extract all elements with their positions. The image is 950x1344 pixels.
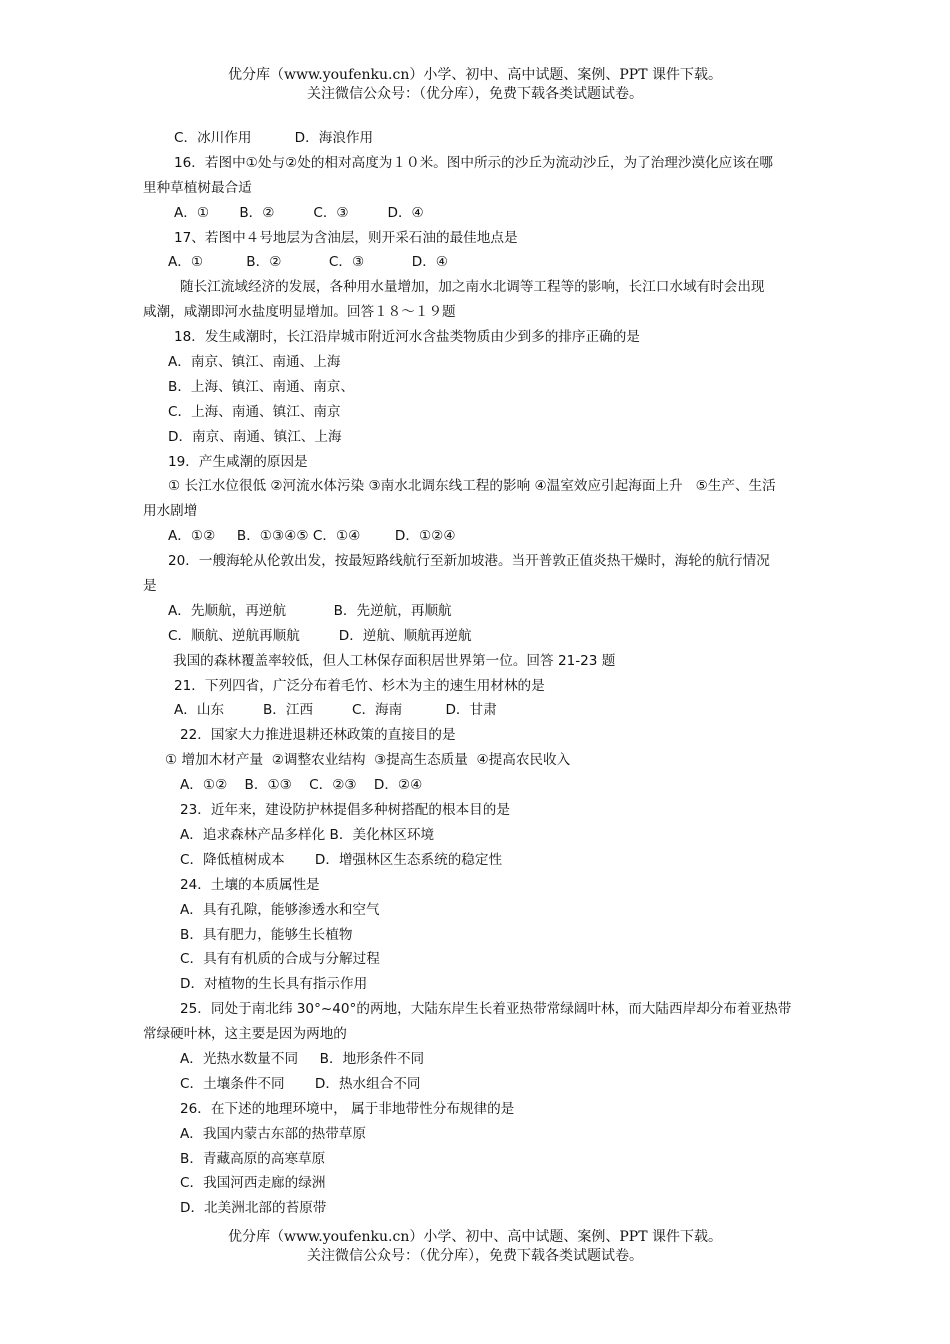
q22-options: A．①② B．①③ C．②③ D．②④ bbox=[180, 777, 423, 794]
q25-stem-cont: 常绿硬叶林，这主要是因为两地的 bbox=[143, 1026, 347, 1043]
q21-options: A．山东 B．江西 C．海南 D．甘肃 bbox=[174, 702, 497, 719]
q19-choices: ① 长江水位很低 ②河流水体污染 ③南水北调东线工程的影响 ④温室效应引起海面上升 ⑤生产、生活 bbox=[168, 478, 776, 495]
q24-stem: 24．土壤的本质属性是 bbox=[180, 876, 320, 893]
q24-option-d: D．对植物的生长具有指示作用 bbox=[180, 976, 368, 993]
q16-stem-cont: 里种草植树最合适 bbox=[143, 179, 252, 196]
q19-choices-cont: 用水剧增 bbox=[143, 503, 198, 520]
q26-option-c: C．我国河西走廊的绿洲 bbox=[180, 1175, 326, 1192]
q17-options: A．① B．② C．③ D．④ bbox=[168, 254, 448, 271]
q20-stem: 20．一艘海轮从伦敦出发，按最短路线航行至新加坡港。当开普敦正值炎热干燥时，海轮的航行情况 bbox=[168, 553, 770, 570]
q16-stem: 16．若图中①处与②处的相对高度为１０米。图中所示的沙丘为流动沙丘，为了治理沙漠化应该在哪 bbox=[174, 154, 774, 171]
footer-line-1: 优分库（www.youfenku.cn）小学、初中、高中试题、案例、PPT 课件下载。 bbox=[227, 1229, 722, 1245]
q20-stem-cont: 是 bbox=[143, 578, 157, 595]
q26-option-b: B．青藏高原的高寒草原 bbox=[180, 1150, 326, 1167]
q16-options: A．① B．② C．③ D．④ bbox=[174, 204, 424, 221]
q15-options-cd: C．冰川作用 D．海浪作用 bbox=[174, 130, 374, 146]
q25-options-ab: A．光热水数量不同 B．地形条件不同 bbox=[180, 1050, 425, 1067]
q24-option-c: C．具有有机质的合成与分解过程 bbox=[180, 951, 380, 968]
q23-options-cd: C．降低植树成本 D．增强林区生态系统的稳定性 bbox=[180, 851, 503, 868]
q26-stem: 26．在下述的地理环境中， 属于非地带性分布规律的是 bbox=[180, 1100, 515, 1117]
passage-18-19-cont: 咸潮，咸潮即河水盐度明显增加。回答１８～１９题 bbox=[143, 304, 456, 321]
q18-option-c: C．上海、南通、镇江、南京 bbox=[168, 403, 341, 420]
q25-options-cd: C．土壤条件不同 D．热水组合不同 bbox=[180, 1075, 421, 1092]
q23-stem: 23．近年来，建设防护林提倡多种树搭配的根本目的是 bbox=[180, 802, 510, 819]
q20-options-ab: A．先顺航，再逆航 B．先逆航，再顺航 bbox=[168, 602, 452, 619]
q26-option-a: A．我国内蒙古东部的热带草原 bbox=[180, 1125, 367, 1142]
q19-options: A．①② B．①③④⑤ C．①④ D．①②④ bbox=[168, 528, 456, 545]
q25-stem: 25．同处于南北纬 30°~40°的两地，大陆东岸生长着亚热带常绿阔叶林，而大陆西岸却分布着亚热带 bbox=[180, 1001, 792, 1018]
q17-stem: 17、若图中４号地层为含油层，则开采石油的最佳地点是 bbox=[174, 229, 518, 246]
passage-21-23: 我国的森林覆盖率较低，但人工林保存面积居世界第一位。回答 21-23 题 bbox=[173, 652, 616, 669]
header-line-1: 优分库（www.youfenku.cn）小学、初中、高中试题、案例、PPT 课件下载。 bbox=[227, 67, 722, 83]
q24-option-a: A．具有孔隙，能够渗透水和空气 bbox=[180, 901, 380, 918]
q22-choices: ① 增加木材产量 ②调整农业结构 ③提高生态质量 ④提高农民收入 bbox=[165, 752, 571, 769]
q23-options-ab: A．追求森林产品多样化 B．美化林区环境 bbox=[180, 826, 435, 843]
page-header bbox=[0, 66, 950, 104]
page-footer bbox=[0, 1228, 950, 1266]
q18-option-d: D．南京、南通、镇江、上海 bbox=[168, 428, 342, 445]
q19-stem: 19．产生咸潮的原因是 bbox=[168, 453, 308, 470]
q22-stem: 22．国家大力推进退耕还林政策的直接目的是 bbox=[180, 727, 456, 744]
q18-option-b: B．上海、镇江、南通、南京、 bbox=[168, 378, 355, 395]
q24-option-b: B．具有肥力，能够生长植物 bbox=[180, 926, 353, 943]
exam-content bbox=[143, 126, 811, 1221]
q26-option-d: D．北美洲北部的苔原带 bbox=[180, 1200, 327, 1217]
passage-18-19: 随长江流域经济的发展，各种用水量增加，加之南水北调等工程等的影响，长江口水域有时会出现 bbox=[180, 279, 765, 296]
q20-options-cd: C．顺航、逆航再顺航 D．逆航、顺航再逆航 bbox=[168, 627, 472, 644]
q18-option-a: A．南京、镇江、南通、上海 bbox=[168, 354, 341, 371]
q21-stem: 21．下列四省，广泛分布着毛竹、杉木为主的速生用材林的是 bbox=[174, 677, 545, 694]
header-line-2: 关注微信公众号：（优分库），免费下载各类试题试卷。 bbox=[307, 86, 643, 102]
q18-stem: 18．发生咸潮时，长江沿岸城市附近河水含盐类物质由少到多的排序正确的是 bbox=[174, 329, 640, 346]
footer-line-2: 关注微信公众号：（优分库），免费下载各类试题试卷。 bbox=[307, 1248, 643, 1264]
